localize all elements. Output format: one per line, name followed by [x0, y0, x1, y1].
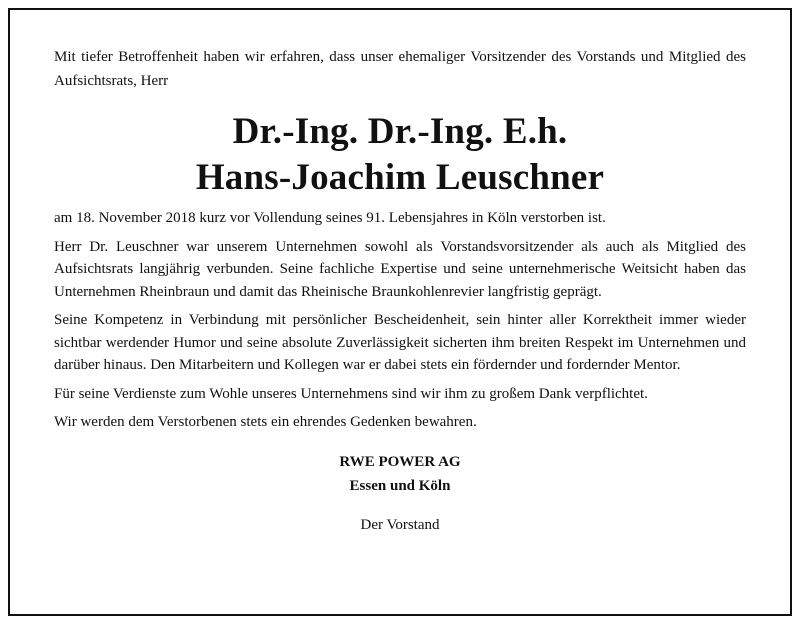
company-city: Essen und Köln [349, 477, 451, 494]
deceased-name [54, 109, 746, 201]
name-full-line: Hans-Joachim Leuschner [195, 157, 605, 198]
company-name: RWE POWER AG [339, 453, 461, 470]
paragraph-death-date: am 18. November 2018 kurz vor Vollendung seines 91. Lebensjahres in Köln verstorben ist. [54, 210, 606, 226]
paragraph-career: Herr Dr. Leuschner war unserem Unternehmen sowohl als Vorstandsvorsitzender als auch als Mitglied des Aufsichtsrats langjährig verbunden. Seine fachliche Expertise und seine unternehmerische Weitsicht haben das Unternehmen Rheinbraun und damit das Rheinische Braunkohlenrevier langfristig geprägt. [54, 238, 746, 300]
paragraph-gratitude: Für seine Verdienste zum Wohle unseres Unternehmens sind wir ihm zu großem Dank verpflichtet. [54, 385, 648, 402]
paragraph-remembrance: Wir werden dem Verstorbenen stets ein ehrendes Gedenken bewahren. [54, 414, 477, 430]
intro-text: Mit tiefer Betroffenheit haben wir erfahren, dass unser ehemaliger Vorsitzender des Vorstands und Mitglied des Aufsichtsrats, Herr [54, 49, 746, 89]
board-signature: Der Vorstand [360, 516, 440, 533]
obituary-notice [54, 45, 746, 536]
paragraph-character: Seine Kompetenz in Verbindung mit persönlicher Bescheidenheit, sein hinter aller Korrektheit immer wieder sichtbar werdender Humor und seine absolute Zuverlässigkeit sicherten ihm breiten Respekt im Unternehmen und darüber hinaus. Den Mitarbeitern und Kollegen war er dabei stets ein fördernder und fordernder Mentor. [54, 312, 746, 373]
signature-block [54, 450, 746, 536]
name-title-line: Dr.-Ing. Dr.-Ing. E.h. [232, 111, 568, 152]
